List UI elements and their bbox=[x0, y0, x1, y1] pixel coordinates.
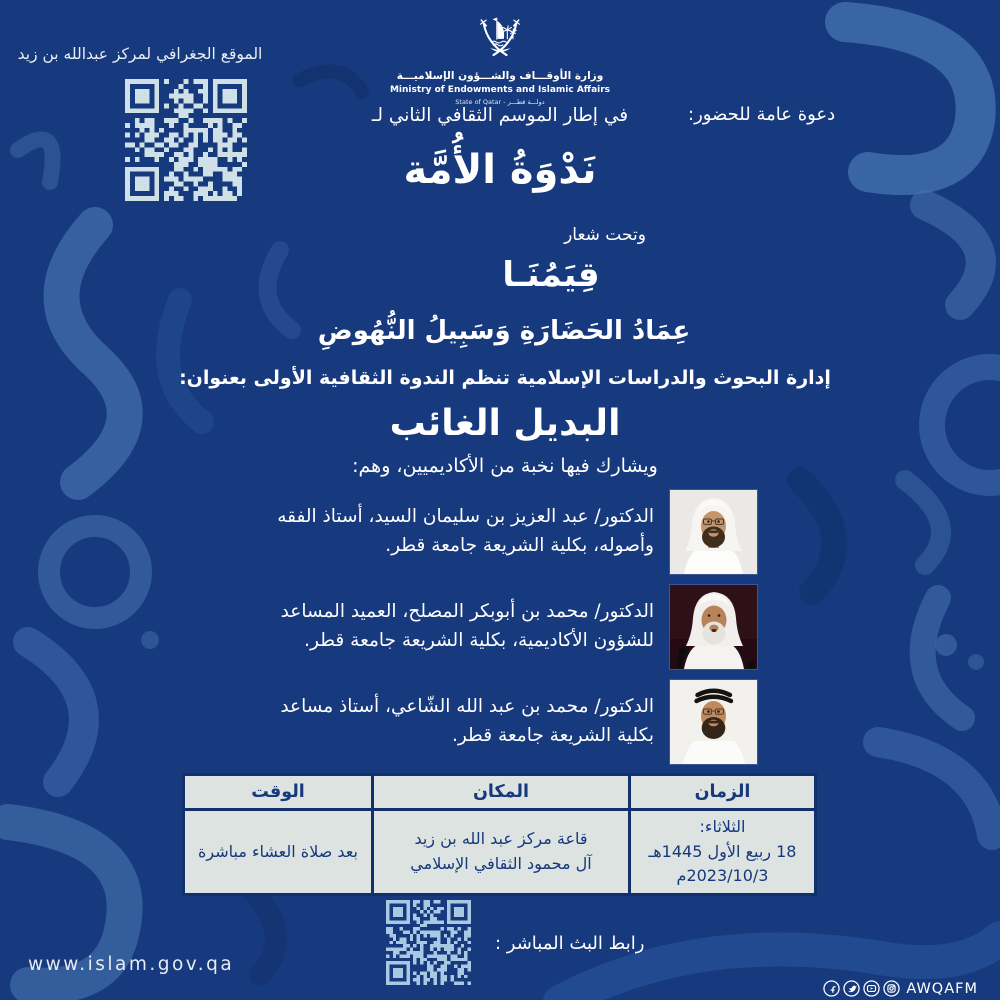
stream-link-label: رابط البث المباشر : bbox=[495, 933, 645, 954]
table-header-place: المكان bbox=[374, 776, 628, 808]
participants-intro: ويشارك فيها نخبة من الأكاديميين، وهم: bbox=[352, 455, 658, 477]
social-handle: AWQAFM bbox=[906, 980, 978, 997]
time-value: بعد صلاة العشاء مباشرة bbox=[198, 841, 358, 861]
location-qr-code bbox=[125, 79, 247, 201]
website-url: www.islam.gov.qa bbox=[28, 954, 235, 975]
ministry-state-line: دولـــة قطـــر - State of Qatar bbox=[455, 98, 545, 107]
speaker-name-2: الدكتور/ محمد بن أبوبكر المصلح، العميد المساعد للشؤون الأكاديمية، بكلية الشريعة جامعة قطر. bbox=[280, 601, 654, 651]
table-cell-time bbox=[185, 811, 371, 893]
speaker-row bbox=[240, 679, 757, 765]
youtube-icon bbox=[863, 980, 880, 997]
place-line-2: آل محمود الثقافي الإسلامي bbox=[410, 854, 592, 873]
date-weekday: الثلاثاء: bbox=[699, 816, 746, 836]
ministry-name-arabic: وزارة الأوقـــاف والشـــؤون الإسلاميـــة bbox=[396, 70, 604, 82]
social-media-bar bbox=[823, 980, 978, 997]
speaker-photo-2 bbox=[670, 585, 757, 669]
table-header-date: الزمان bbox=[631, 776, 814, 808]
organizer-line: إدارة البحوث والدراسات الإسلامية تنظم الندوة الثقافية الأولى بعنوان: bbox=[179, 367, 831, 389]
table-cell-date bbox=[631, 811, 814, 893]
speaker-photo-3 bbox=[670, 680, 757, 764]
awqaf-emblem-icon bbox=[473, 12, 527, 64]
seminar-series-title: نَدْوَةُ الأُمَّة bbox=[403, 147, 597, 193]
slogan-word: قِيَمُنَـا bbox=[502, 255, 600, 295]
speaker-row bbox=[240, 584, 757, 670]
twitter-icon bbox=[843, 980, 860, 997]
speaker-photo-1 bbox=[670, 490, 757, 574]
date-hijri: 18 ربيع الأول 1445هـ bbox=[648, 841, 797, 861]
invitation-line: دعوة عامة للحضور: bbox=[688, 104, 836, 125]
table-cell-place bbox=[374, 811, 628, 893]
instagram-icon bbox=[883, 980, 900, 997]
seminar-topic-title: البديل الغائب bbox=[389, 403, 621, 444]
speaker-name-1: الدكتور/ عبد العزيز بن سليمان السيد، أستاذ الفقه وأصوله، بكلية الشريعة جامعة قطر. bbox=[277, 506, 654, 556]
season-line: في إطار الموسم الثقافي الثاني لـ bbox=[371, 105, 629, 126]
table-header-time: الوقت bbox=[185, 776, 371, 808]
speaker-name-3: الدكتور/ محمد بن عبد الله الشّاعي، أستاذ مساعد بكلية الشريعة جامعة قطر. bbox=[280, 696, 654, 746]
speaker-row bbox=[240, 489, 757, 575]
schedule-table bbox=[182, 773, 817, 896]
facebook-icon bbox=[823, 980, 840, 997]
stream-qr-code bbox=[386, 900, 471, 985]
ministry-name-english: Ministry of Endowments and Islamic Affairs bbox=[389, 85, 611, 96]
under-slogan-label: وتحت شعار bbox=[564, 225, 646, 245]
place-line-1: قاعة مركز عبد الله بن زيد bbox=[414, 829, 588, 849]
date-gregorian: 2023/10/3م bbox=[676, 866, 769, 886]
geo-location-label: الموقع الجغرافي لمركز عبدالله بن زيد bbox=[17, 45, 263, 63]
slogan-phrase: عِمَادُ الحَضَارَةِ وَسَبِيلُ النُّهُوضِ bbox=[317, 316, 691, 346]
ministry-logo-block bbox=[350, 12, 650, 107]
